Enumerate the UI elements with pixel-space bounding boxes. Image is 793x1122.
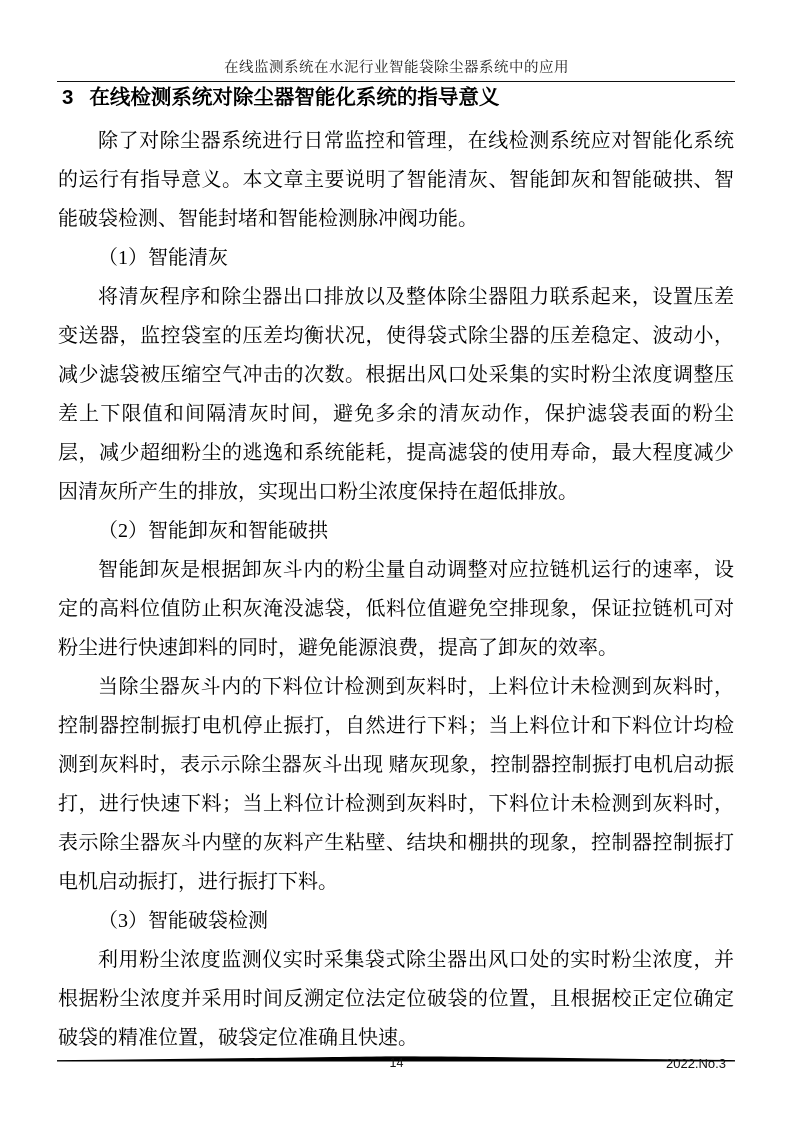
body-text [58,122,734,1058]
section-heading [62,84,734,112]
paragraph-hopper-logic: 当除尘器灰斗内的下料位计检测到灰料时，上料位计未检测到灰料时，控制器控制振打电机停止振打，自然进行下料；当上料位计和下料位计均检测到灰料时，表示示除尘器灰斗出现 赌灰现象，控制器控制振打电机启动振打，进行快速下料；当上料位计检测到灰料时，下料位计未检测到灰料时，表示除尘器灰斗内壁的灰料产生粘壁、结块和棚拱的现象，控制器控制振打电机启动振打，进行振打下料。 [58,676,734,893]
running-title: 在线监测系统在水泥行业智能袋除尘器系统中的应用 [224,60,569,76]
footer-issue: 2022.No.3 [666,1056,726,1071]
subheading-2: （2）智能卸灰和智能破拱 [98,520,328,542]
footer-page-number: 14 [389,1056,404,1070]
section-number: 3 [62,86,74,109]
subheading-1: （1）智能清灰 [98,247,228,269]
paragraph-smart-unload: 智能卸灰是根据卸灰斗内的粉尘量自动调整对应拉链机运行的速率，设定的高料位值防止积灰淹没滤袋，低料位值避免空排现象，保证拉链机可对粉尘进行快速卸料的同时，避免能源浪费，提高了卸灰的效率。 [58,559,734,659]
section-title: 在线检测系统对除尘器智能化系统的指导意义 [89,86,500,109]
paragraph-smart-clean: 将清灰程序和除尘器出口排放以及整体除尘器阻力联系起来，设置压差变送器，监控袋室的压差均衡状况，使得袋式除尘器的压差稳定、波动小，减少滤袋被压缩空气冲击的次数。根据出风口处采集的实时粉尘浓度调整压差上下限值和间隔清灰时间，避免多余的清灰动作，保护滤袋表面的粉尘层，减少超细粉尘的逃逸和系统能耗，提高滤袋的使用寿命，最大程度减少因清灰所产生的排放，实现出口粉尘浓度保持在超低排放。 [58,286,734,503]
paragraph-intro: 除了对除尘器系统进行日常监控和管理，在线检测系统应对智能化系统的运行有指导意义。本文章主要说明了智能清灰、智能卸灰和智能破拱、智能破袋检测、智能封堵和智能检测脉冲阀功能。 [58,130,734,230]
header-rule [57,81,735,82]
paragraph-bag-break: 利用粉尘浓度监测仪实时采集袋式除尘器出风口处的实时粉尘浓度，并根据粉尘浓度并采用时间反溯定位法定位破袋的位置，且根据校正定位确定破袋的精准位置，破袋定位准确且快速。 [58,949,734,1049]
subheading-3: （3）智能破袋检测 [98,910,268,932]
